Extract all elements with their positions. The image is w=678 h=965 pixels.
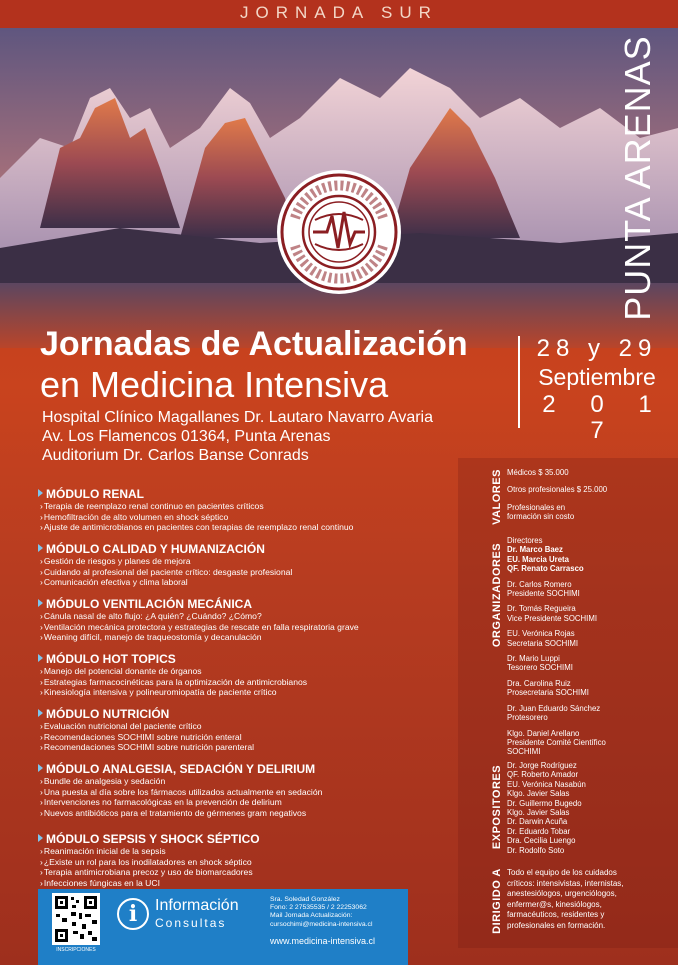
module-renal [38, 487, 448, 533]
org-group: Klgo. Daniel Arellano Presidente Comité Científico SOCHIMI [507, 728, 606, 757]
bullet-arrow-icon [38, 654, 43, 662]
module-item: › Intervenciones no farmacológicas en la prevención de delirium [38, 797, 448, 808]
price-otros: Otros profesionales $ 25.000 [507, 485, 608, 495]
expositores-list [507, 761, 667, 855]
module-item: › Evaluación nutricional del paciente crítico [38, 721, 448, 732]
module-ventilacion [38, 597, 448, 643]
expositor: Dr. Jorge Rodríguez [507, 761, 577, 770]
info-icon: i [117, 898, 149, 930]
expositor: QF. Roberto Amador [507, 770, 579, 780]
expositor: Dr. Guillermo Bugedo [507, 798, 582, 808]
module-item: › Cánula nasal de alto flujo: ¿A quién? ¿Cuándo? ¿Cómo? [38, 611, 448, 622]
expositor: Dr. Darwin Acuña [507, 817, 568, 827]
expositor: Klgo. Javier Salas [507, 789, 570, 799]
main-title-line2: en Medicina Intensiva [40, 364, 389, 405]
module-item: › Ajuste de antimicrobianos en pacientes con terapias de reemplazo renal continuo [38, 522, 448, 533]
info-subtitle: Consultas [155, 916, 227, 930]
module-item: › Manejo del potencial donante de órganos [38, 666, 448, 677]
qr-code-icon[interactable] [52, 893, 100, 945]
module-item: › Recomendaciones SOCHIMI sobre nutrición enteral [38, 732, 448, 743]
price-formacion-2: formación sin costo [507, 512, 575, 522]
expositor: Dr. Eduardo Tobar [507, 826, 571, 836]
module-item: › Una puesta al día sobre los fármacos utilizados actualmente en sedación [38, 787, 448, 798]
module-calidad [38, 542, 448, 588]
module-title: MÓDULO CALIDAD Y HUMANIZACIÓN [46, 542, 265, 556]
module-item: › Bundle de analgesia y sedación [38, 776, 448, 787]
bullet-arrow-icon [38, 709, 43, 717]
module-item: › Cuidando al profesional del paciente crítico: desgaste profesional [38, 567, 448, 578]
module-analgesia [38, 762, 448, 818]
contact-mail-label: Mail Jornada Actualización: [270, 912, 353, 920]
bullet-arrow-icon [38, 544, 43, 552]
website-link[interactable]: www.medicina-intensiva.cl [270, 936, 376, 946]
society-logo [275, 168, 403, 296]
module-title: MÓDULO NUTRICIÓN [46, 707, 170, 721]
organizadores-label: ORGANIZADORES [491, 542, 503, 648]
module-item: › Infecciones fúngicas en la UCI [38, 878, 448, 889]
module-item: › Kinesiología intensiva y polineuromiopatía de paciente crítico [38, 687, 448, 698]
module-item: › Hemofiltración de alto volumen en shock séptico [38, 512, 448, 523]
event-days: 28 y 29 [536, 335, 658, 362]
module-item: › Weaning difícil, manejo de traqueostomía y decanulación [38, 632, 448, 643]
qr-label: INSCRIPCIONES [56, 947, 96, 953]
top-banner [0, 0, 678, 28]
event-dates [522, 336, 672, 444]
venue-address: Av. Los Flamencos 01364, Punta Arenas [42, 428, 331, 445]
venue-info [42, 408, 433, 465]
org-group: Dr. Juan Eduardo Sánchez Protesorero [507, 703, 601, 723]
module-item: › Comunicación efectiva y clima laboral [38, 577, 448, 588]
bullet-arrow-icon [38, 834, 43, 842]
bullet-arrow-icon [38, 599, 43, 607]
org-group: Dr. Tomás Regueira Vice Presidente SOCHIMI [507, 604, 597, 623]
module-item: › Nuevos antibióticos para el tratamiento de gérmenes gram negativos [38, 808, 448, 819]
module-item: › Estrategias farmacocinéticas para la optimización de antimicrobianos [38, 677, 448, 688]
module-title: MÓDULO ANALGESIA, SEDACIÓN Y DELIRIUM [46, 762, 316, 776]
expositor: Klgo. Javier Salas [507, 808, 570, 818]
venue-auditorium: Auditorium Dr. Carlos Banse Conrads [42, 447, 309, 464]
organizadores-list [507, 536, 667, 763]
price-medicos: Médicos $ 35.000 [507, 468, 569, 477]
module-title: MÓDULO VENTILACIÓN MECÁNICA [46, 597, 252, 611]
city-name-vertical: PUNTA ARENAS [617, 34, 658, 321]
module-item: › Recomendaciones SOCHIMI sobre nutrición parenteral [38, 742, 448, 753]
expositor: Dra. Cecilia Luengo [507, 836, 576, 846]
module-title: MÓDULO HOT TOPICS [46, 652, 176, 666]
top-title: JORNADA SUR [240, 3, 438, 22]
module-title: MÓDULO SEPSIS Y SHOCK SÉPTICO [46, 832, 260, 846]
org-group: EU. Verónica Rojas Secretaria SOCHIMI [507, 629, 579, 648]
contact-info [270, 896, 372, 929]
module-nutricion [38, 707, 448, 753]
module-title: MÓDULO RENAL [46, 487, 144, 501]
module-item: › Terapia antimicrobiana precoz y uso de biomarcadores [38, 867, 448, 878]
contact-phone: Fono: 2 27535535 / 2 22253062 [270, 904, 367, 912]
module-hot-topics [38, 652, 448, 698]
expositores-label: EXPOSITORES [491, 764, 503, 850]
module-item: › Reanimación inicial de la sepsis [38, 846, 448, 857]
valores-label: VALORES [491, 469, 503, 525]
event-year: 2 0 1 7 [542, 391, 666, 444]
venue-hospital: Hospital Clínico Magallanes Dr. Lautaro Navarro Avaria [42, 409, 434, 426]
org-group-directores: Directores Dr. Marco Baez EU. Marcia Ureta QF. Renato Carrasco [507, 536, 584, 574]
bullet-arrow-icon [38, 489, 43, 497]
contact-name: Sra. Soledad González [270, 896, 340, 903]
bullet-arrow-icon [38, 764, 43, 772]
price-formacion: Profesionales en [507, 502, 566, 512]
event-month: Septiembre [538, 364, 656, 390]
org-group: Dr. Carlos Romero Presidente SOCHIMI [507, 579, 580, 599]
expositor: Dr. Rodolfo Soto [507, 845, 565, 855]
module-item: › Gestión de riesgos y planes de mejora [38, 556, 448, 567]
module-item: › Ventilación mecánica protectora y estrategias de rescate en falla respiratoria grave [38, 622, 448, 633]
date-divider [518, 336, 520, 428]
main-title-line1: Jornadas de Actualización [40, 325, 468, 363]
module-item: › ¿Existe un rol para los inodilatadores en shock séptico [38, 857, 448, 868]
module-sepsis [38, 832, 448, 888]
org-group: Dr. Mario Luppi Tesorero SOCHIMI [507, 654, 573, 673]
valores-list [507, 468, 667, 522]
info-title: Información [155, 897, 239, 914]
module-item: › Terapia de reemplazo renal continuo en pacientes críticos [38, 501, 448, 512]
expositor: EU. Verónica Nasabún [507, 779, 586, 789]
org-group: Dra. Carolina Ruiz Prosecretaria SOCHIMI [507, 678, 589, 698]
dirigido-label: DIRIGIDO A [491, 868, 503, 934]
dirigido-text: Todo el equipo de los cuidados críticos: intensivistas, internistas, anestesiólogos, urgenciólogos, enfermer@s, kinesiólogos, farmacéuticos, residentes y profesionales en formación. [507, 868, 624, 930]
contact-email[interactable]: cursochimi@medicina-intensiva.cl [270, 920, 373, 928]
